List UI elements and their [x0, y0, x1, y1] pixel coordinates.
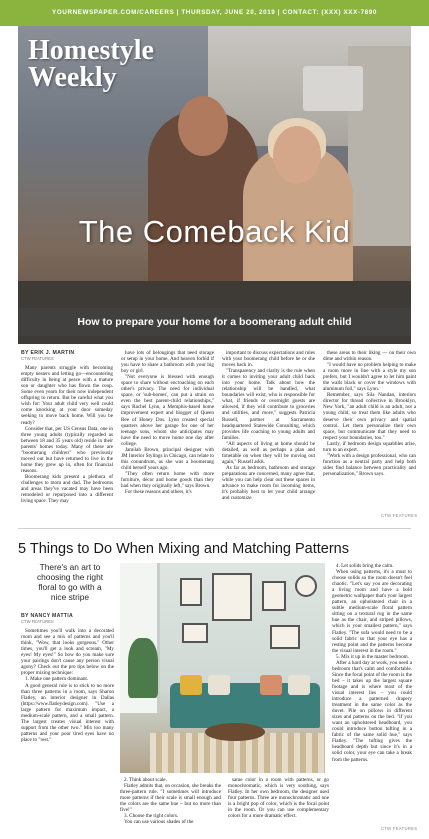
- article1-col1: [21, 350, 113, 504]
- coffee-table: [205, 723, 265, 741]
- masthead-line1: Homestyle: [28, 35, 154, 66]
- article2-byline-source: CTW FEATURES: [21, 619, 54, 625]
- wall-frame: [270, 625, 300, 649]
- pillow: [260, 675, 282, 695]
- article-headline: The Comeback Kid: [78, 214, 351, 249]
- paragraph: Consider that, per US Census Data, one in three young adults (typically regarded as between 18 and 35 years old) reside in their parents' homes today. Many of these are "boomerang children" who previously moved out but have returned to live in the home they grew up in, often for financial reasons.: [21, 425, 113, 474]
- article2-col-mid: [120, 777, 221, 825]
- person-son-head: [178, 96, 228, 156]
- wall-plate: [295, 575, 317, 597]
- paragraph: You can use various shades of the: [124, 819, 194, 826]
- article1-col4: [323, 350, 416, 504]
- wall-frame: [262, 581, 286, 611]
- pillow: [180, 675, 202, 695]
- article2-col-left: [21, 613, 114, 743]
- range-hood: [303, 66, 363, 111]
- paragraph: "I would have no problem helping to make a room more in line with a style my son prefers, but I wouldn't agree to let him paint the walls black or cover the windows with aluminum foil," says Lynn.: [323, 362, 416, 393]
- person-mother-head: [273, 126, 321, 184]
- wall-frame: [212, 573, 252, 621]
- paragraph: 4. Let solids bring the calm.: [336, 563, 394, 569]
- article2-headline: 5 Things to Do When Mixing and Matching Patterns: [18, 541, 349, 557]
- paragraph: For these reasons and others, it's: [125, 489, 192, 496]
- article1-col2: [121, 350, 214, 504]
- paragraph: these areas to their liking — on their own dime and within reason.: [323, 350, 416, 363]
- article1-byline: BY ERIK J. MARTIN: [21, 350, 75, 356]
- paragraph: "Work with a design professional, who can function as a neutral party and help both sides find balance between practicality and personalization," Brown says.: [323, 452, 416, 477]
- paragraph: Boomerang kids present a plethora of challenges to mom and dad. The bedrooms and areas they've vacated may have been remodeled or repurposed into a different living space. They may: [21, 473, 113, 505]
- paragraph: same color in a room with patterns, or go monochromatic, which is very soothing, says Flatley. In her own bedroom, the designer used four patterns. Three are monochromatic and one is a bright pop of color, which is the focal point in the room. Or you can use complementary colors for a more dramatic effect.: [228, 777, 329, 820]
- paragraph: Flatley admits that, on occasion, she breaks the three-pattern rule. "I sometimes will introduce more patterns if their scale is small enough and the colors are the same hue – but no more than five!": [120, 783, 221, 814]
- wall-frame: [180, 578, 202, 606]
- masthead: [28, 37, 154, 91]
- article2-col-right: [332, 563, 412, 763]
- paragraph: "Not everyone is blessed with enough space to share without encroaching on each other's privacy. The need for individual space, or 'sub-homes', can put a strain on even the best parent-child relationships," says Rachel Lynn, a Memphis-based home improvement expert and blogger of Queen Bee of Honey Dos. Lynn created special quarters above her garage for one of her teenage sons, whom she anticipates may have the need to move home one day after college.: [121, 374, 214, 447]
- article2-deck: There's an art to choosing the right floral to go with a nice stripe: [36, 562, 104, 602]
- pillow: [208, 675, 230, 695]
- article1-col3: [222, 350, 315, 504]
- pillow: [288, 675, 310, 695]
- article1-credit: CTW FEATURES: [381, 513, 418, 518]
- section-divider: [18, 528, 411, 529]
- masthead-line2: Weekly: [28, 62, 117, 93]
- paragraph: Sometimes you'll walk into a decorated room and see a mix of patterns and you'll think, "Wow, that looks gorgeous." Other times, you'll get a look and scream, "My eyes! My eyes!" So how do you make sure your pairings don't cause any person visual agony? Check out the pro tips below on the proper mixing technique:: [21, 628, 114, 677]
- article1-columns: [21, 350, 416, 504]
- paragraph: Many parents struggle with becoming empty nesters and letting go—encountering difficulty in being at peace with a mature son or daughter who has flown the coop. Some even yearn for their now independent offspring to return. But be careful what you wish for: Your adult child very well could come knocking at your door someday seeking to move back home. Will you be ready?: [21, 365, 113, 426]
- paragraph: 2. Think about scale.: [124, 777, 167, 783]
- paragraph: 5. Mix it up in the master bedroom.: [336, 653, 409, 660]
- article1-byline-source: CTW FEATURES: [21, 356, 54, 362]
- paragraph: 1. Make one pattern dominant.: [25, 676, 89, 683]
- paragraph: have lots of belongings that need storage or setup in your home. And heaven forbid if you have to share a bathroom with your big boy or girl.: [121, 350, 214, 375]
- hero-photo: [18, 26, 411, 344]
- article-subheadline: How to prepare your home for a boomerang adult child: [18, 308, 411, 336]
- paragraph: Remember, says Sila Nandan, interiors director for thread collective in Brooklyn, New York, "an adult child is an adult, not a young child, so treat them like adults who deserve their own privacy and spatial control. Let them personalize their own space, but communicate that they need to respect your boundaries, too.": [323, 392, 416, 441]
- paragraph: When using patterns, it's a must to choose solids so the room doesn't feel chaotic. "Let's say you are decorating a living room and have a bold geometric wallpaper that's your largest pattern, an upholstered chair in a subtle medium-scale floral pattern sitting on a textural rug in the same hue as the chair, and striped pillows, which is your smallest pattern," says Flatley. "The sofa would need to be a solid fabric so that your eye has a resting point and the patterns become the visual interest in the room.": [332, 569, 412, 654]
- top-banner: YOURNEWSPAPER.COM/CAREERS | THURSDAY, JUNE 20, 2019 | CONTACT: (XXX) XXX-7890: [0, 0, 429, 26]
- living-room-photo: [120, 563, 325, 773]
- paragraph: "All aspects of living at home should be detailed, as well as perhaps a plan and timetable on when they will be moving out again," Russell adds.: [222, 440, 315, 465]
- paragraph: As far as bedroom, bathroom and storage preparations are concerned, many agree that, while you can help clear out these spaces in advance to make room for incoming items, it's probably best to let your child arrange and customize: [222, 464, 315, 502]
- paragraph: After a hard day at work, you need a bedroom that's calm and comfortable. Since the focal point of the room is the bed – it takes up the largest square footage and is where most of the visual interest lies – you could introduce a patterned drapery treatment in the same color as the duvet. Pile on pillows in different sizes and patterns on the bed. "If you want an upholstered headboard, you could introduce button tufting in a fabric of the same solid hue," says Flatley. "The tufting gives the headboard depth but since it's in a solid color, your eye can take a break from the patterns.: [332, 659, 412, 763]
- article2-credit: CTW FEATURES: [381, 826, 418, 831]
- paragraph: important to discuss expectations and rules with your boomerang child before he or she moves back in.: [222, 350, 315, 369]
- paragraph: A good general rule is to stick to no more than three patterns in a room, says Sharon Flatley, an interior designer in Dallas (https://www.flatleydesign.com). "Use a large pattern for maximum impact, a medium-scale pattern, and a small pattern. The largest creates visual interest with support from the other two." Mix too many patterns and your poor tired eyes have no place to "rest.": [21, 682, 114, 743]
- article2-byline: BY NANCY MATTIA: [21, 613, 74, 619]
- paragraph: Lastly, if bedroom design squabbles arise, turn to an expert.: [323, 440, 416, 453]
- plant: [128, 638, 158, 698]
- paragraph: "They often return home with more furniture, décor and home goods than they had when they originally left," says Brown.: [121, 470, 214, 490]
- wall-frame: [182, 623, 208, 643]
- article2-col-mid2: [228, 777, 329, 819]
- paragraph: Jamilah Brown, principal designer with JM Interior Stylings in Chicago, can relate to this conundrum, as she was a boomerang child herself years ago.: [121, 446, 214, 471]
- paragraph: 3. Choose the right colors.: [124, 813, 179, 820]
- paragraph: "Transparency and clarity is the rule when it comes to inviting your adult child back into your home. Talk about how the relationship will be handled, what boundaries will exist, who is responsible for what, if friends or overnight guests are allowed, if they will contribute to groceries and utilities, and more," suggests Patricia Russell, partner at Sacramento headquartered Statewide Consulting, which provides life coaching to young adults and families.: [222, 368, 315, 441]
